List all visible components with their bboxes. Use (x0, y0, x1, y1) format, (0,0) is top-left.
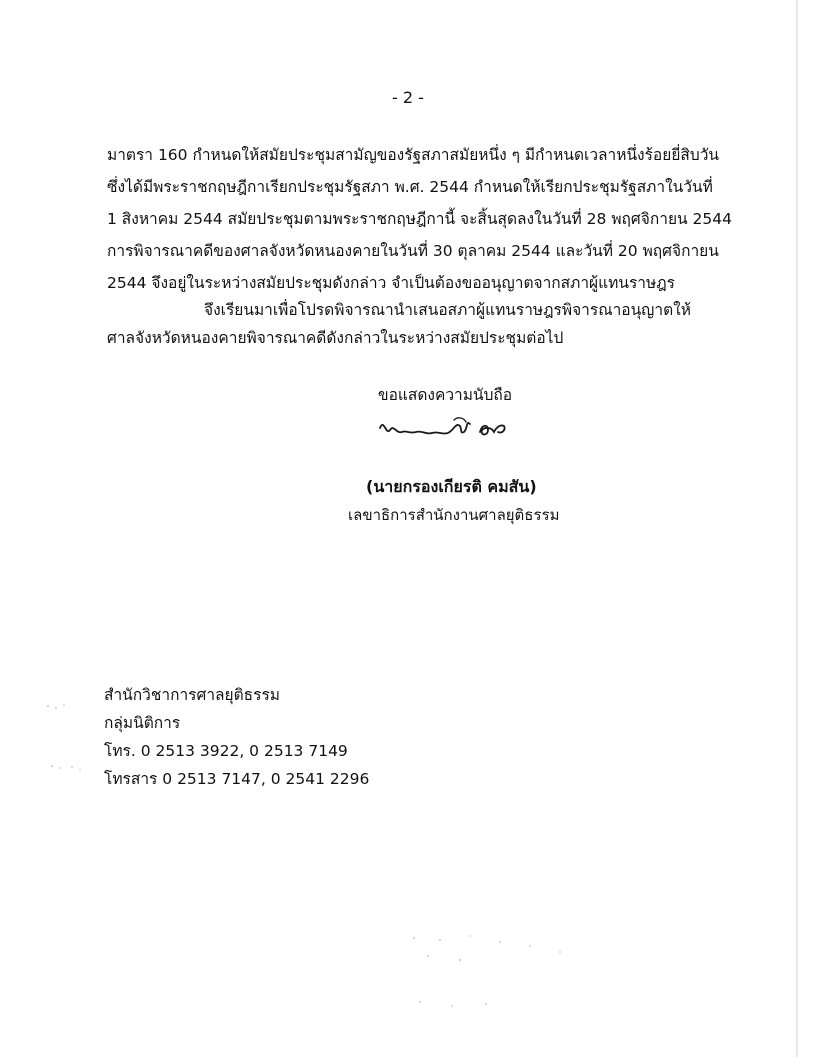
contact-office: สำนักวิชาการศาลยุติธรรม (104, 686, 281, 704)
signer-position: เลขาธิการสำนักงานศาลยุติธรรม (348, 506, 560, 524)
page-number: - 2 - (392, 88, 424, 107)
request-line-2: ศาลจังหวัดหนองคายพิจารณาคดีดังกล่าวในระหว่างสมัยประชุมต่อไป (107, 329, 564, 347)
contact-division: กลุ่มนิติการ (104, 714, 181, 732)
body-line-1: มาตรา 160 กำหนดให้สมัยประชุมสามัญของรัฐสภาสมัยหนึ่ง ๆ มีกำหนดเวลาหนึ่งร้อยยี่สิบวัน (107, 146, 720, 164)
body-line-2: ซึ่งได้มีพระราชกฤษฎีกาเรียกประชุมรัฐสภา พ.ศ. 2544 กำหนดให้เรียกประชุมรัฐสภาในวันที่ (107, 178, 713, 196)
closing-salutation: ขอแสดงความนับถือ (378, 386, 513, 404)
signer-name: (นายกรองเกียรติ คมสัน) (366, 477, 537, 496)
request-line-1: จึงเรียนมาเพื่อโปรดพิจารณานำเสนอสภาผู้แทนราษฎรพิจารณาอนุญาตให้ (204, 301, 691, 319)
contact-fax: โทรสาร 0 2513 7147, 0 2541 2296 (104, 770, 370, 788)
contact-phone: โทร. 0 2513 3922, 0 2513 7149 (104, 742, 348, 760)
body-line-4: การพิจารณาคดีของศาลจังหวัดหนองคายในวันที่ 30 ตุลาคม 2544 และวันที่ 20 พฤศจิกายน (107, 242, 719, 260)
body-line-3: 1 สิงหาคม 2544 สมัยประชุมตามพระราชกฤษฎีกานี้ จะสิ้นสุดลงในวันที่ 28 พฤศจิกายน 2544 (107, 210, 732, 228)
body-line-5: 2544 จึงอยู่ในระหว่างสมัยประชุมดังกล่าว จำเป็นต้องขออนุญาตจากสภาผู้แทนราษฎร (107, 274, 675, 292)
